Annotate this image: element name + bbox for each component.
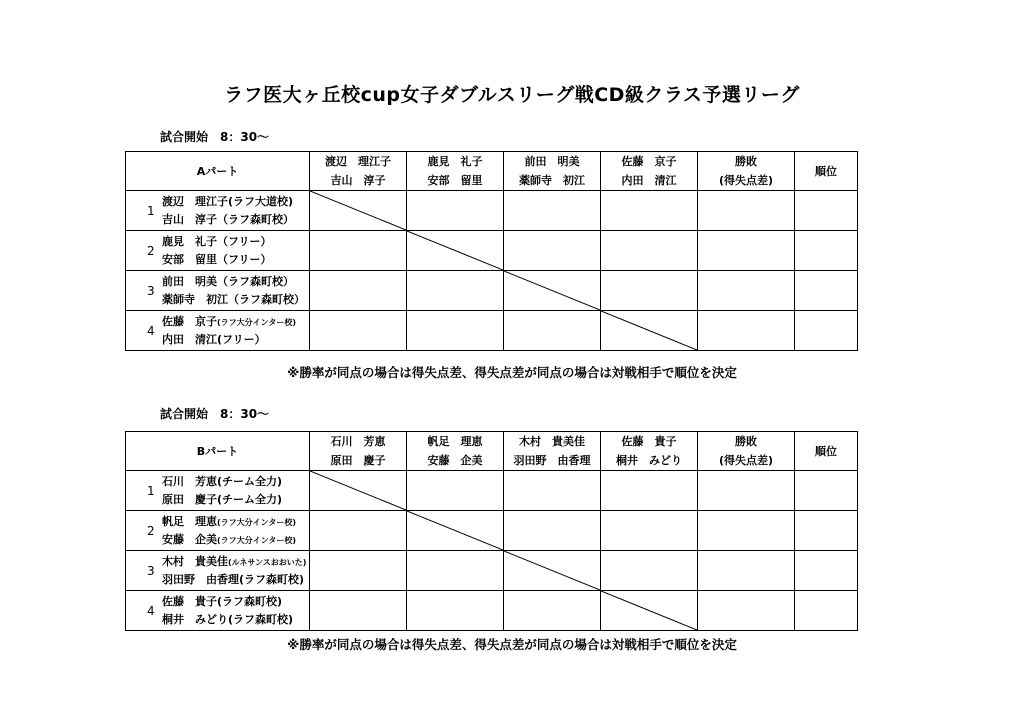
team-player1: 佐藤 貴子(ラフ森町校) (162, 594, 283, 608)
opponent-header-player1: 渡辺 理江子 (325, 155, 391, 168)
opponent-header (601, 152, 698, 191)
opponent-header (504, 432, 601, 471)
team-player2: 内田 清江(フリー） (162, 332, 266, 346)
team-cell (126, 471, 310, 511)
self-match-cell (310, 191, 407, 231)
opponent-header-player1: 佐藤 京子 (621, 155, 677, 168)
win-loss-cell[interactable] (698, 231, 795, 271)
team-cell (126, 231, 310, 271)
score-cell[interactable] (601, 231, 698, 271)
opponent-header-player1: 前田 明美 (524, 155, 580, 168)
opponent-header-player2: 内田 清江 (621, 174, 677, 187)
opponent-header-player2: 原田 慶子 (330, 454, 386, 467)
self-match-cell (601, 311, 698, 351)
score-cell[interactable] (504, 191, 601, 231)
win-loss-label: 勝敗 (735, 155, 757, 168)
team-number: 3 (147, 563, 155, 578)
page-title: ラフ医大ヶ丘校cup女子ダブルスリーグ戦CD級クラス予選リーグ (224, 84, 800, 106)
score-cell[interactable] (504, 591, 601, 631)
score-cell[interactable] (601, 551, 698, 591)
team-cell (126, 591, 310, 631)
rank-cell[interactable] (795, 591, 858, 631)
score-cell[interactable] (407, 471, 504, 511)
self-match-cell (601, 591, 698, 631)
opponent-header-player2: 安藤 企美 (427, 454, 483, 467)
team-player2: 桐井 みどり(ラフ森町校) (162, 612, 294, 626)
score-cell[interactable] (601, 191, 698, 231)
rank-cell[interactable] (795, 311, 858, 351)
league-table-a (125, 151, 858, 351)
table-row (126, 511, 858, 551)
team-cell (126, 551, 310, 591)
self-match-cell (407, 511, 504, 551)
table-row (126, 311, 858, 351)
team-player2: 吉山 淳子（ラフ森町校） (162, 212, 294, 226)
opponent-header-player2: 羽田野 由香理 (513, 454, 591, 467)
score-cell[interactable] (601, 511, 698, 551)
win-loss-cell[interactable] (698, 511, 795, 551)
team-player2: 原田 慶子(チーム全力) (162, 492, 283, 506)
team-player1: 渡辺 理江子(ラフ大道校) (162, 194, 294, 208)
opponent-header-player1: 鹿見 礼子 (427, 155, 483, 168)
score-cell[interactable] (310, 511, 407, 551)
team-player1: 帆足 理恵(ラフ大分インター校) (162, 514, 296, 528)
score-cell[interactable] (601, 471, 698, 511)
score-cell[interactable] (504, 471, 601, 511)
rank-cell[interactable] (795, 471, 858, 511)
rank-header: 順位 (795, 152, 858, 191)
table-row (126, 471, 858, 511)
team-number: 1 (147, 483, 155, 498)
team-number: 1 (147, 203, 155, 218)
team-number: 4 (147, 603, 155, 618)
opponent-header-player2: 吉山 淳子 (330, 174, 386, 187)
self-match-cell (504, 551, 601, 591)
opponent-header (310, 152, 407, 191)
rank-cell[interactable] (795, 231, 858, 271)
opponent-header (310, 432, 407, 471)
start-time-a: 試合開始 8：30～ (160, 130, 270, 144)
team-cell (126, 191, 310, 231)
score-cell[interactable] (310, 591, 407, 631)
rank-cell[interactable] (795, 551, 858, 591)
team-number: 2 (147, 523, 155, 538)
team-cell (126, 511, 310, 551)
team-player2: 羽田野 由香理(ラフ森町校) (162, 572, 305, 586)
score-cell[interactable] (310, 231, 407, 271)
team-player2: 安部 留里（フリー） (162, 252, 272, 266)
win-loss-cell[interactable] (698, 471, 795, 511)
score-cell[interactable] (310, 271, 407, 311)
rank-cell[interactable] (795, 191, 858, 231)
team-number: 2 (147, 243, 155, 258)
opponent-header-player2: 桐井 みどり (616, 454, 682, 467)
team-cell (126, 311, 310, 351)
start-time-b: 試合開始 8：30～ (160, 407, 270, 421)
tiebreak-note-b: ※勝率が同点の場合は得失点差、得失点差が同点の場合は対戦相手で順位を決定 (287, 637, 737, 652)
part-label: Aパート (126, 152, 310, 191)
win-loss-header (698, 152, 795, 191)
team-player2: 薬師寺 初江（ラフ森町校） (162, 292, 305, 306)
table-row (126, 551, 858, 591)
rank-cell[interactable] (795, 511, 858, 551)
self-match-cell (407, 231, 504, 271)
score-cell[interactable] (407, 311, 504, 351)
score-cell[interactable] (504, 311, 601, 351)
table-row (126, 591, 858, 631)
win-loss-cell[interactable] (698, 191, 795, 231)
league-table-b (125, 431, 858, 631)
team-player1: 鹿見 礼子（フリー） (162, 234, 272, 248)
win-loss-cell[interactable] (698, 551, 795, 591)
win-loss-cell[interactable] (698, 311, 795, 351)
score-cell[interactable] (407, 591, 504, 631)
rank-header: 順位 (795, 432, 858, 471)
opponent-header-player1: 帆足 理恵 (427, 435, 483, 448)
opponent-header-player2: 安部 留里 (427, 174, 483, 187)
rank-cell[interactable] (795, 271, 858, 311)
score-cell[interactable] (504, 231, 601, 271)
team-player1: 前田 明美（ラフ森町校） (162, 274, 294, 288)
score-cell[interactable] (407, 551, 504, 591)
team-player1: 石川 芳恵(チーム全力) (162, 474, 283, 488)
self-match-cell (310, 471, 407, 511)
win-loss-label: 勝敗 (735, 435, 757, 448)
table-row (126, 271, 858, 311)
opponent-header (504, 152, 601, 191)
team-player1: 木村 貴美佳(ルネサンスおおいた) (162, 554, 307, 568)
tiebreak-note-a: ※勝率が同点の場合は得失点差、得失点差が同点の場合は対戦相手で順位を決定 (287, 365, 737, 380)
self-match-cell (504, 271, 601, 311)
score-cell[interactable] (310, 551, 407, 591)
win-loss-cell[interactable] (698, 271, 795, 311)
score-cell[interactable] (601, 271, 698, 311)
opponent-header (407, 432, 504, 471)
team-player2: 安藤 企美(ラフ大分インター校) (162, 532, 296, 546)
win-loss-header (698, 432, 795, 471)
score-cell[interactable] (407, 191, 504, 231)
team-number: 3 (147, 283, 155, 298)
score-cell[interactable] (407, 271, 504, 311)
team-player1: 佐藤 京子(ラフ大分インター校) (162, 314, 296, 328)
table-row (126, 191, 858, 231)
opponent-header-player1: 石川 芳恵 (330, 435, 386, 448)
score-cell[interactable] (504, 511, 601, 551)
win-loss-cell[interactable] (698, 591, 795, 631)
point-diff-label: (得失点差) (718, 174, 774, 187)
point-diff-label: (得失点差) (718, 454, 774, 467)
opponent-header-player1: 佐藤 貴子 (621, 435, 677, 448)
opponent-header (601, 432, 698, 471)
part-label: Bパート (126, 432, 310, 471)
table-row (126, 231, 858, 271)
opponent-header (407, 152, 504, 191)
team-cell (126, 271, 310, 311)
opponent-header-player2: 薬師寺 初江 (519, 174, 585, 187)
score-cell[interactable] (310, 311, 407, 351)
team-number: 4 (147, 323, 155, 338)
opponent-header-player1: 木村 貴美佳 (519, 435, 585, 448)
